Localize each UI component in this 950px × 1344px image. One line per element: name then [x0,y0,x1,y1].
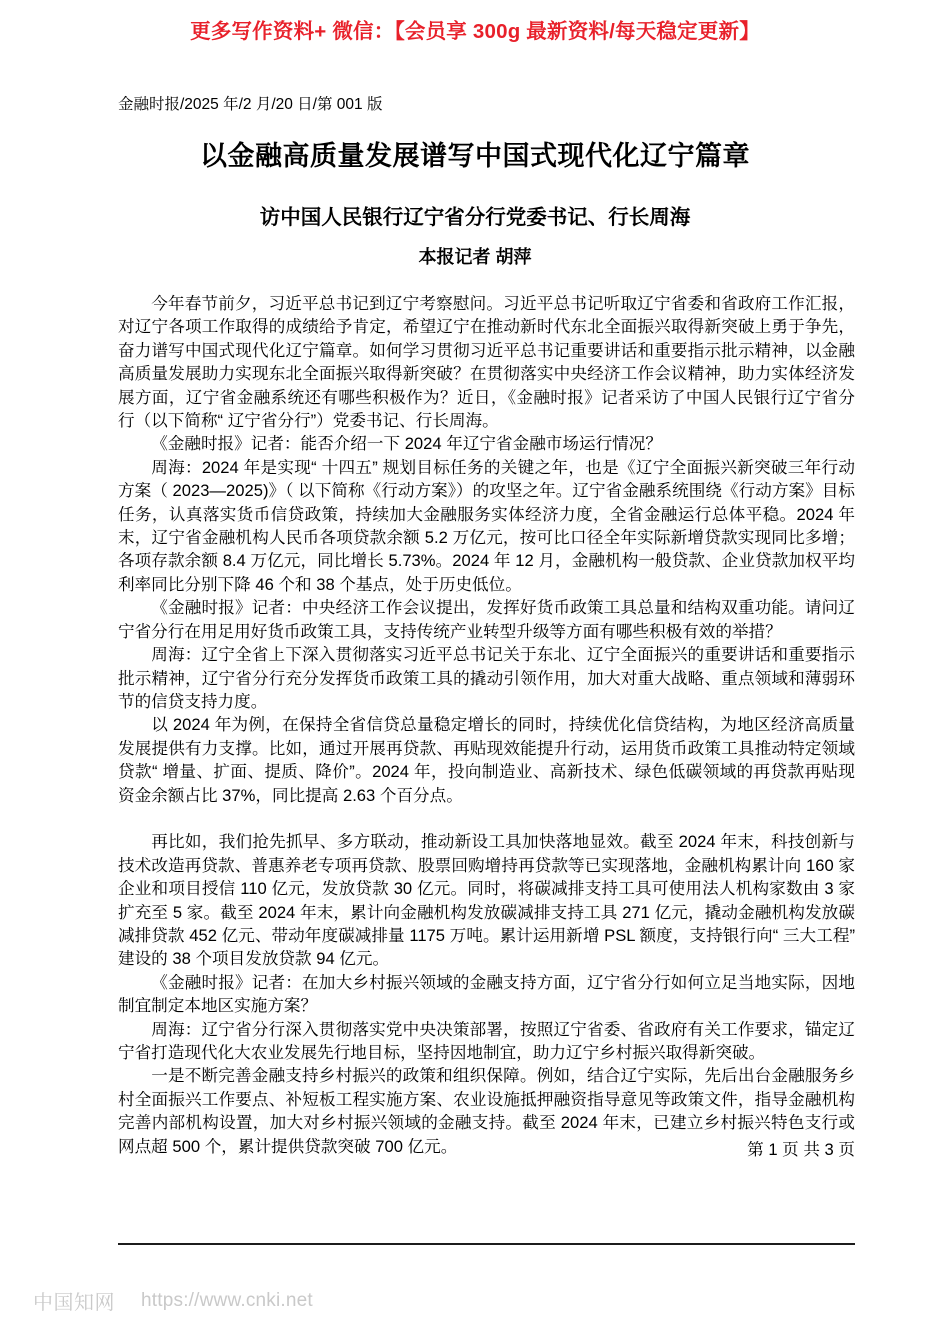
paragraph: 今年春节前夕，习近平总书记到辽宁考察慰问。习近平总书记听取辽宁省委和省政府工作汇报，对辽宁各项工作取得的成绩给予肯定，希望辽宁在推动新时代东北全面振兴取得新突破上勇于争先，奋力谱写中国式现代化辽宁篇章。如何学习贯彻习近平总书记重要讲话和重要指示批示精神，以金融高质量发展助力实现东北全面振兴取得新突破？在贯彻落实中央经济工作会议精神，助力实体经济发展方面，辽宁省金融系统还有哪些积极作为？近日，《金融时报》记者采访了中国人民银行辽宁省分行（以下简称“ 辽宁省分行”）党委书记、行长周海。 [118,294,855,431]
article-subtitle: 访中国人民银行辽宁省分行党委书记、行长周海 [259,206,691,229]
cnki-url-label: https://www.cnki.net [141,1289,313,1311]
promo-banner-text: 更多写作资料+ 微信：【会员享 300g 最新资料/每天稳定更新】 [190,20,760,43]
paragraph: 周海：辽宁全省上下深入贯彻落实习近平总书记关于东北、辽宁全面振兴的重要讲话和重要指示批示精神，辽宁省分行充分发挥货币政策工具的撬动引领作用，加大对重大战略、重点领域和薄弱环节的信贷支持力度。 [118,645,855,711]
paragraph: 再比如，我们抢先抓早、多方联动，推动新设工具加快落地显效。截至 2024 年末，科技创新与技术改造再贷款、普惠养老专项再贷款、股票回购增持再贷款等已实现落地，金融机构累计向 160 家企业和项目授信 110 亿元，发放贷款 30 亿元。同时，将碳减排支持工具可使用法人机构家数由 3 家扩充至 5 家。截至 2024 年末，累计向金融机构发放碳减排支持工具 271 亿元，撬动金融机构发放碳减排贷款 452 亿元、带动年度碳减排量 1175 万吨。累计运用新增 PSL 额度，支持银行向“ 三大工程” 建设的 38 个项目发放贷款 94 亿元。 [118,832,855,969]
paragraph: 周海：2024 年是实现“ 十四五” 规划目标任务的关键之年，也是《辽宁全面振兴新突破三年行动方案（ 2023—2025)》（ 以下简称《行动方案》）的攻坚之年。辽宁省金融系统围绕《行动方案》目标任务，认真落实货币信贷政策，持续加大金融服务实体经济力度，全省金融运行总体平稳。2024 年末，辽宁省金融机构人民币各项贷款余额 5.2 万亿元，按可比口径全年实际新增贷款实现同比多增；各项存款余额 8.4 万亿元，同比增长 5.73%。2024 年 12 月，金融机构一般贷款、企业贷款加权平均利率同比分别下降 46 个和 38 个基点，处于历史低位。 [118,457,855,594]
paragraph: 以 2024 年为例，在保持全省信贷总量稳定增长的同时，持续优化信贷结构，为地区经济高质量发展提供有力支撑。比如，通过开展再贷款、再贴现效能提升行动，运用货币政策工具推动特定领域贷款“ 增量、扩面、提质、降价”。2024 年，投向制造业、高新技术、绿色低碳领域的再贷款再贴现资金余额占比 37%，同比提高 2.63 个百分点。 [118,715,855,805]
footer-divider [118,1243,855,1245]
paragraph: 周海：辽宁省分行深入贯彻落实党中央决策部署，按照辽宁省委、省政府有关工作要求，锚定辽宁省打造现代化大农业发展先行地目标，坚持因地制宜，助力辽宁乡村振兴取得新突破。 [118,1019,855,1062]
page-title: 以金融高质量发展谱写中国式现代化辽宁篇章 [200,141,750,171]
paragraph: 《金融时报》记者：在加大乡村振兴领域的金融支持方面，辽宁省分行如何立足当地实际，因地制宜制定本地区实施方案？ [118,972,855,1016]
page-number-marker: 第 1 页 共 3 页 [747,1140,855,1159]
article-byline: 本报记者 胡萍 [418,247,532,267]
cnki-watermark [33,1286,313,1315]
article-body [118,292,855,1158]
paragraph: 《金融时报》记者：能否介绍一下 2024 年辽宁省金融市场运行情况？ [151,434,662,454]
masthead-line: 金融时报/2025 年/2 月/20 日/第 001 版 [118,96,383,113]
cnki-brand-label: 中国知网 [33,1292,115,1314]
paragraph: 一是不断完善金融支持乡村振兴的政策和组织保障。例如，结合辽宁实际，先后出台金融服务乡村全面振兴工作要点、补短板工程实施方案、农业设施抵押融资指导意见等政策文件，指导金融机构完善内部机构设置，加大对乡村振兴领域的金融支持。截至 2024 年末，已建立乡村振兴特色支行或网点超 500 个，累计提供贷款突破 700 亿元。 [118,1066,855,1156]
paragraph: 《金融时报》记者：中央经济工作会议提出，发挥好货币政策工具总量和结构双重功能。请问辽宁省分行在用足用好货币政策工具，支持传统产业转型升级等方面有哪些积极有效的举措？ [118,598,855,641]
